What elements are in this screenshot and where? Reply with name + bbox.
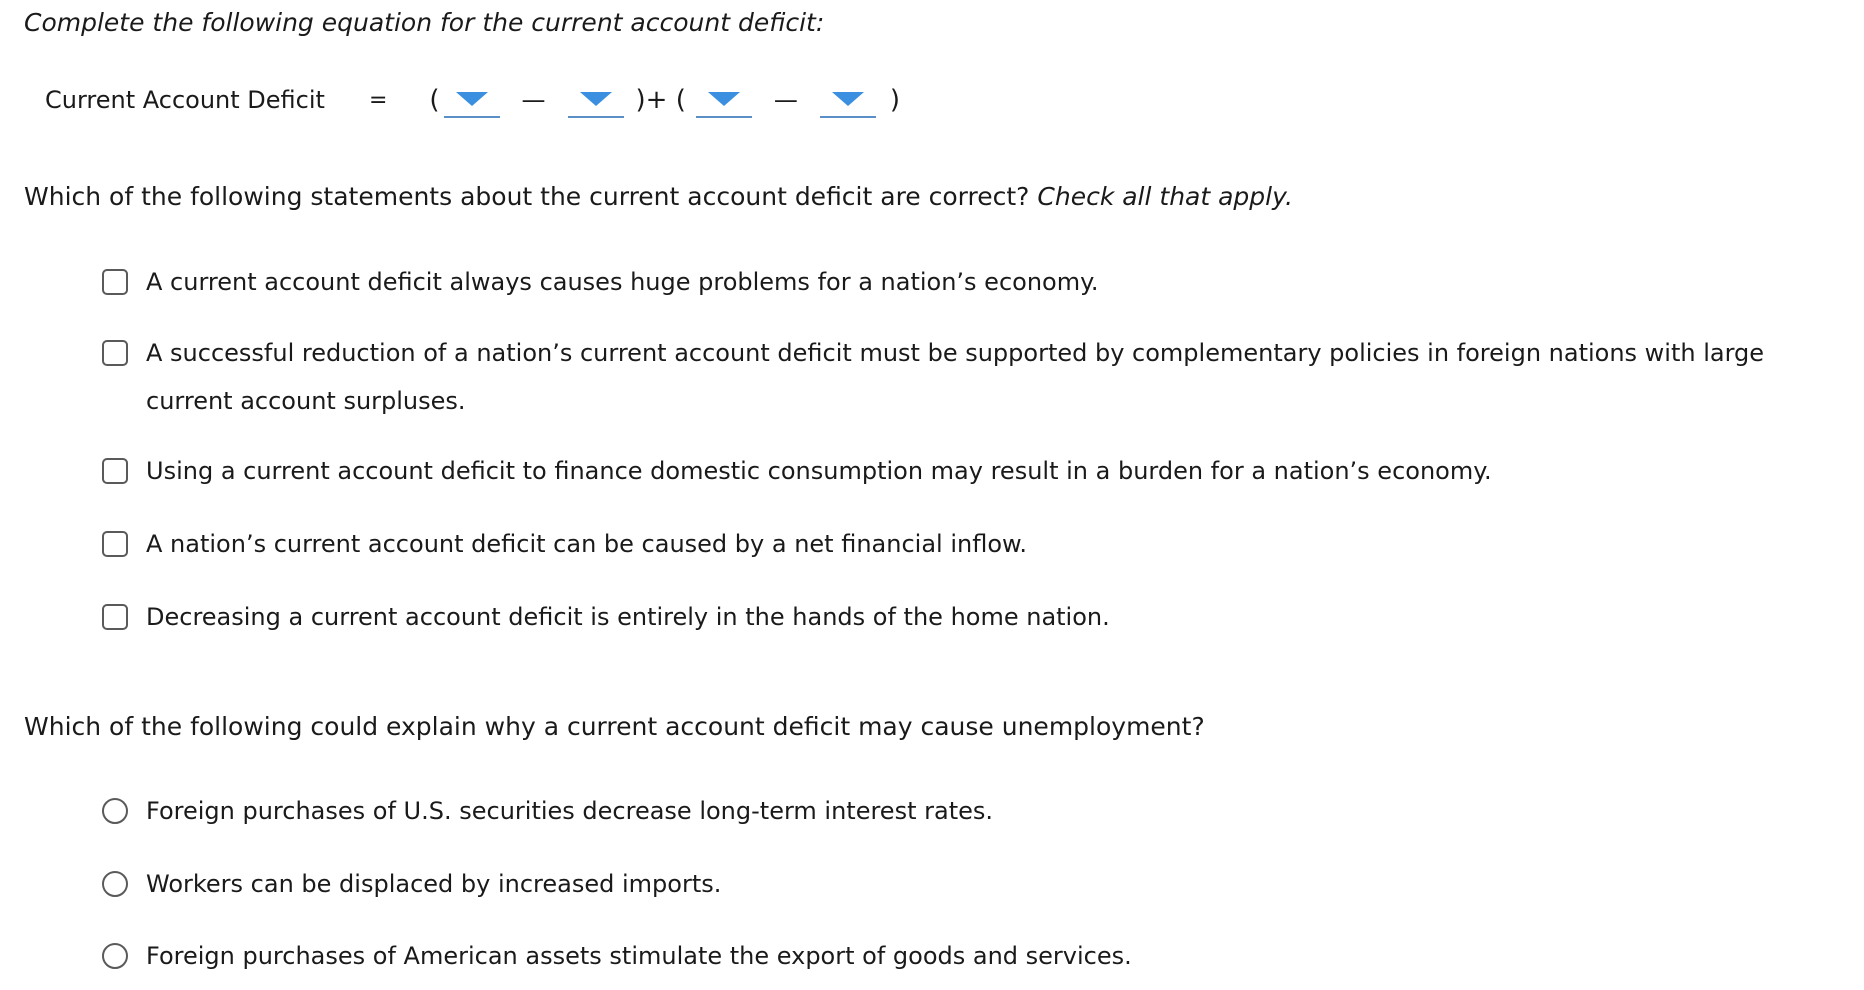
dropdown-arrow-icon [456, 92, 488, 106]
minus-sign: — [773, 86, 798, 114]
dropdown-arrow-icon [580, 92, 612, 106]
equation-dropdown-3[interactable] [696, 82, 752, 118]
close-paren: ) [889, 85, 901, 115]
radio-option-1[interactable] [102, 787, 1822, 835]
dropdown-arrow-icon [832, 92, 864, 106]
checkbox-option-4[interactable] [102, 520, 1822, 568]
option-label: Foreign purchases of American assets stimulate the export of goods and services. [146, 942, 1132, 970]
radio-button[interactable] [102, 943, 128, 969]
equation-dropdown-4[interactable] [820, 82, 876, 118]
equation-dropdown-2[interactable] [568, 82, 624, 118]
intro-instruction: Complete the following equation for the current account deficit: [24, 8, 825, 37]
close-plus-open-paren: )+ ( [635, 85, 686, 115]
equals-sign: = [368, 87, 388, 113]
checkbox-option-5[interactable] [102, 593, 1822, 641]
option-label: Using a current account deficit to finance domestic consumption may result in a burden for a nation’s economy. [146, 457, 1492, 485]
option-label: A successful reduction of a nation’s current account deficit must be supported by complementary policies in foreign nations with large current account surpluses. [146, 339, 1765, 415]
equation-label: Current Account Deficit [45, 86, 325, 114]
question-1-text: Which of the following statements about the current account deficit are correct? [24, 182, 1030, 211]
checkbox[interactable] [102, 604, 128, 630]
checkbox[interactable] [102, 340, 128, 366]
question-1-instruction: Check all that apply. [1037, 182, 1293, 211]
equation-row [45, 82, 900, 118]
checkbox-option-1[interactable] [102, 258, 1822, 306]
option-label: A current account deficit always causes huge problems for a nation’s economy. [146, 268, 1099, 296]
minus-sign: — [521, 86, 546, 114]
option-label: Decreasing a current account deficit is entirely in the hands of the home nation. [146, 603, 1110, 631]
question-2-prompt: Which of the following could explain why a current account deficit may cause unemployment? [24, 712, 1205, 741]
dropdown-arrow-icon [708, 92, 740, 106]
option-label: A nation’s current account deficit can be caused by a net financial inflow. [146, 530, 1028, 558]
checkbox[interactable] [102, 458, 128, 484]
radio-option-3[interactable] [102, 932, 1822, 980]
radio-button[interactable] [102, 798, 128, 824]
checkbox[interactable] [102, 531, 128, 557]
option-label: Workers can be displaced by increased imports. [146, 870, 722, 898]
radio-option-2[interactable] [102, 860, 1822, 908]
open-paren: ( [429, 85, 440, 115]
option-label: Foreign purchases of U.S. securities decrease long-term interest rates. [146, 797, 993, 825]
radio-button[interactable] [102, 871, 128, 897]
equation-dropdown-1[interactable] [444, 82, 500, 118]
checkbox-option-2[interactable] [102, 329, 1822, 425]
checkbox-option-3[interactable] [102, 447, 1822, 495]
checkbox[interactable] [102, 269, 128, 295]
question-1-prompt [24, 182, 1293, 211]
